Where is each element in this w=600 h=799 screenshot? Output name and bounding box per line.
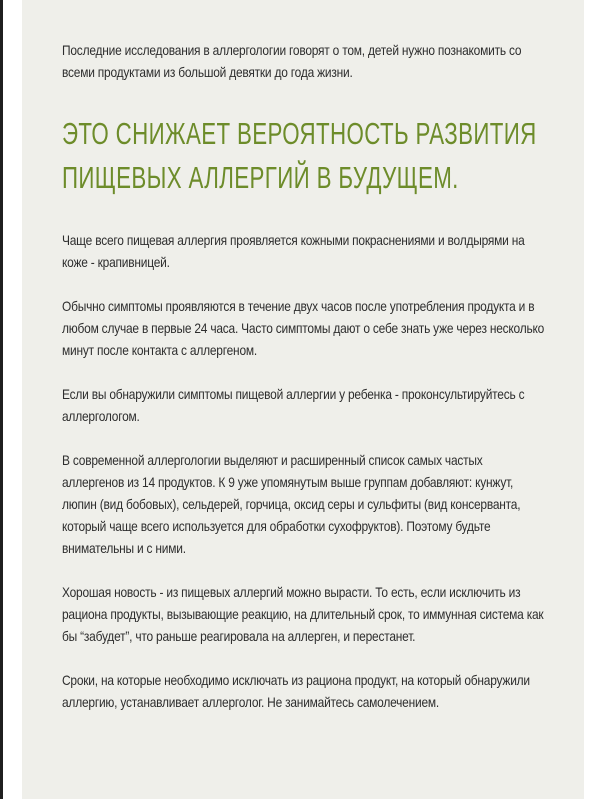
headline	[62, 112, 552, 200]
article-page	[22, 0, 584, 799]
page-margin-left	[3, 0, 22, 799]
body-paragraph: Хорошая новость - из пищевых аллергий можно вырасти. То есть, если исключить из рациона продукты, вызывающие реакцию, на длительный срок, то иммунная система как бы “забудет”, что раньше реагировала на аллерген, и перестанет.	[62, 585, 544, 644]
body-paragraph: Чаще всего пищевая аллергия проявляется кожными покраснениями и волдырями на коже - крапивницей.	[62, 233, 525, 270]
headline-line-1: ЭТО СНИЖАЕТ ВЕРОЯТНОСТЬ РАЗВИТИЯ	[62, 116, 537, 151]
body-paragraph: Обычно симптомы проявляются в течение двух часов после употребления продукта и в любом случае в первые 24 часа. Часто симптомы дают о себе знать уже через несколько минут после контакта с аллергеном.	[62, 299, 545, 358]
intro-paragraph: Последние исследования в аллергологии говорят о том, детей нужно познакомить со всеми продуктами из большой девятки до года жизни.	[62, 43, 522, 80]
body-paragraph: Если вы обнаружили симптомы пищевой аллергии у ребенка - проконсультируйтесь с аллергологом.	[62, 387, 525, 424]
body-paragraph: В современной аллергологии выделяют и расширенный список самых частых аллергенов из 14 продуктов. К 9 уже упомянутым выше группам добавляют: кунжут, люпин (вид бобовых), сельдерей, горчица, оксид серы и сульфиты (вид консерванта, который чаще всего используется для обработки сухофруктов). Поэтому будьте внимательны и с ними.	[62, 453, 521, 556]
headline-line-2: ПИЩЕВЫХ АЛЛЕРГИЙ В БУДУЩЕМ.	[62, 160, 459, 195]
body-paragraph: Сроки, на которые необходимо исключать из рациона продукт, на который обнаружили аллергию, устанавливает аллерголог. Не занимайтесь самолечением.	[62, 673, 530, 710]
page-margin-right	[584, 0, 600, 799]
